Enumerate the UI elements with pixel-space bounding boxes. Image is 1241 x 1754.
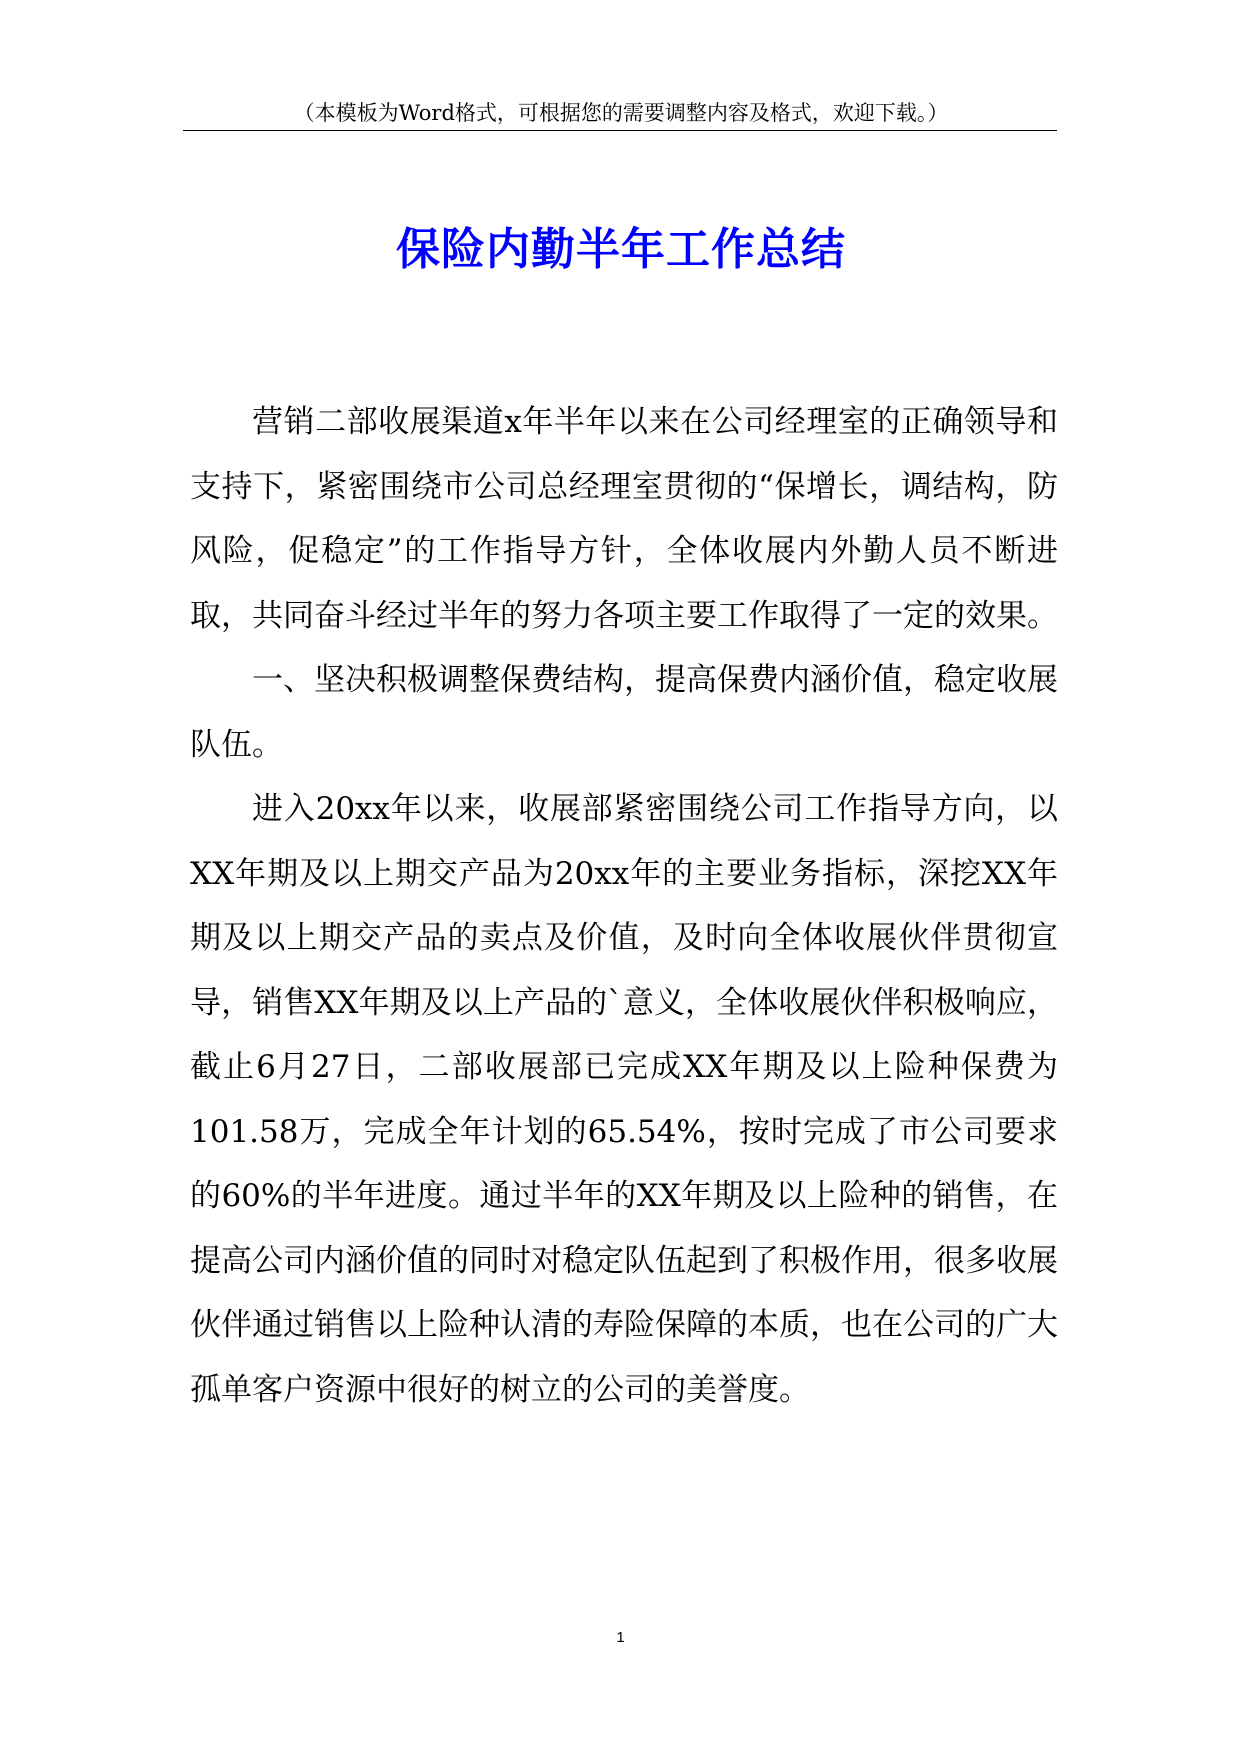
- body-paragraph-3: 进入20xx年以来，收展部紧密围绕公司工作指导方向，以XX年期及以上期交产品为20xx年的主要业务指标，深挖XX年期及以上期交产品的卖点及价值，及时向全体收展伙伴贯彻宣导，销售XX年期及以上产品的`意义，全体收展伙伴积极响应，截止6月27日，二部收展部已完成XX年期及以上险种保费为101.58万，完成全年计划的65.54%，按时完成了市公司要求的60%的半年进度。通过半年的XX年期及以上险种的销售，在提高公司内涵价值的同时对稳定队伍起到了积极作用，很多收展伙伴通过销售以上险种认清的寿险保障的本质，也在公司的广大孤单客户资源中很好的树立的公司的美誉度。: [190, 791, 1058, 1408]
- page-number: 1: [616, 1629, 625, 1646]
- page-header-note: （本模板为Word格式，可根据您的需要调整内容及格式，欢迎下载。）: [293, 101, 949, 125]
- document-title: 保险内勤半年工作总结: [396, 224, 846, 275]
- body-paragraph-2: 一、坚决积极调整保费结构，提高保费内涵价值，稳定收展队伍。: [190, 662, 1058, 763]
- header-divider: [183, 130, 1057, 131]
- document-body: [190, 390, 1058, 1422]
- body-paragraph-1: 营销二部收展渠道x年半年以来在公司经理室的正确领导和支持下，紧密围绕市公司总经理室贯彻的“保增长，调结构，防风险，促稳定”的工作指导方针，全体收展内外勤人员不断进取，共同奋斗经过半年的努力各项主要工作取得了一定的效果。: [190, 404, 1058, 634]
